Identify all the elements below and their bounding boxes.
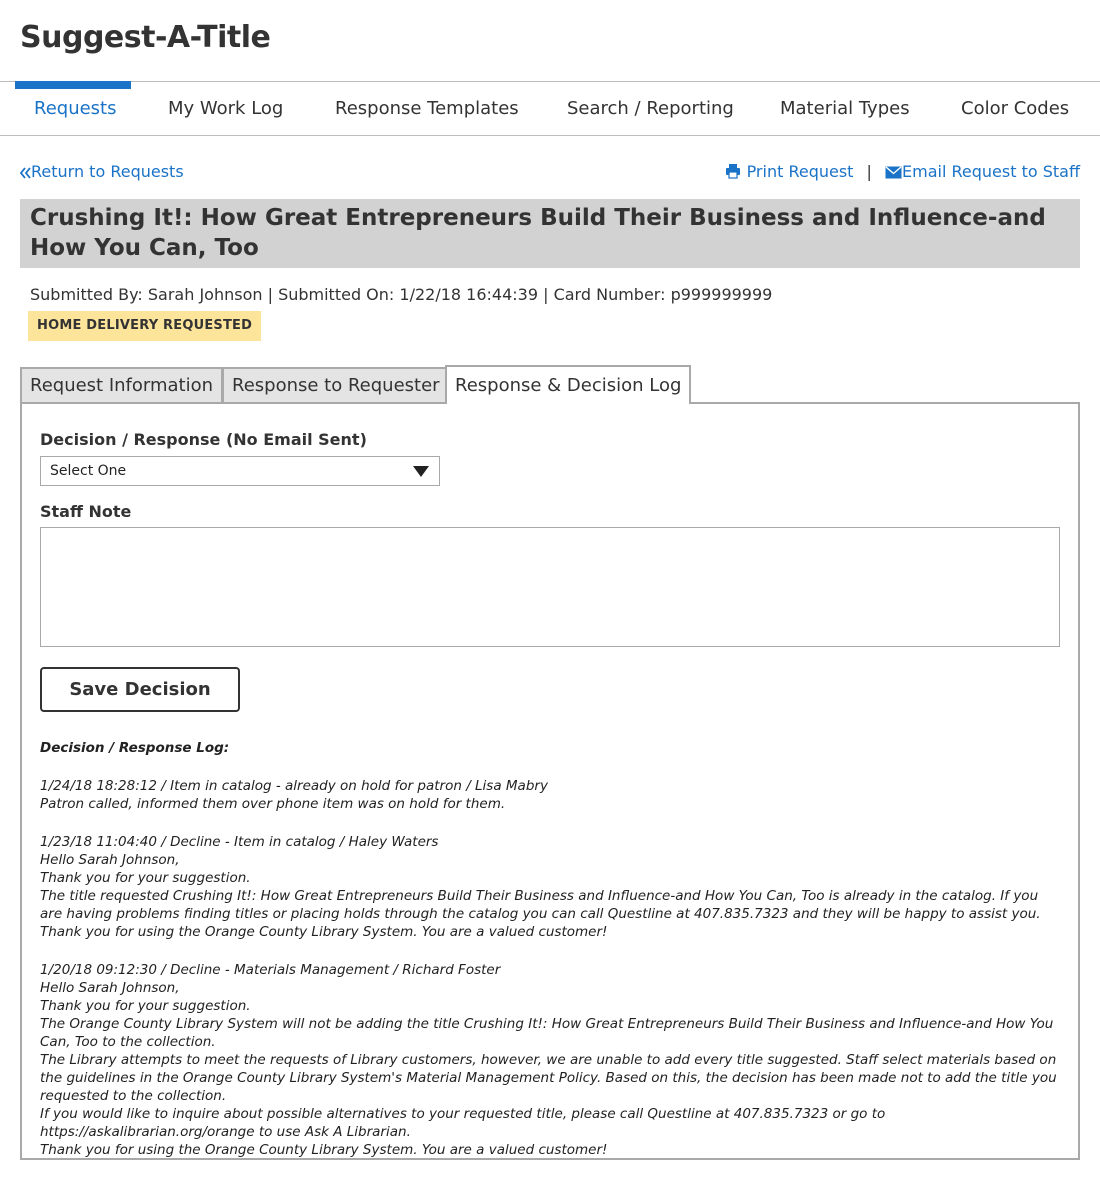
log-entry-line: Thank you for your suggestion.	[40, 870, 251, 886]
log-entry-line: The Orange County Library System will not be adding the title Crushing It!: How Great Entrepreneurs Build Their Business and Influence-and How You Can, Too to the collection.	[40, 1016, 1054, 1050]
log-entry-header: 1/20/18 09:12:30 / Decline - Materials Management / Richard Foster	[40, 962, 501, 978]
print-request-link[interactable]	[725, 162, 858, 181]
log-entry-line: The Library attempts to meet the requests of Library customers, however, we are unable to add every title suggested. Staff select materials based on the guidelines in the Orange County Library System's Material Management Policy. Based on this, the decision has been made not to add the title you requested to the collection.	[40, 1052, 1057, 1104]
request-actions	[725, 162, 1080, 181]
nav-color-codes[interactable]: Color Codes	[961, 98, 1070, 119]
app-title: Suggest-A-Title	[20, 20, 271, 55]
printer-icon	[725, 163, 741, 179]
return-row	[20, 162, 184, 181]
save-decision-button[interactable]: Save Decision	[40, 667, 240, 712]
email-request-link[interactable]	[880, 162, 1080, 181]
double-chevron-left-icon	[20, 167, 31, 179]
home-delivery-badge: HOME DELIVERY REQUESTED	[28, 311, 261, 341]
chevron-down-icon	[413, 466, 429, 477]
main-nav	[0, 81, 1100, 136]
log-entry-line: If you would like to inquire about possible alternatives to your requested title, please call Questline at 407.835.7323 or go to https://askalibrarian.org/orange to use Ask A Librarian.	[40, 1106, 886, 1140]
log-entry-line: The title requested Crushing It!: How Great Entrepreneurs Build Their Business and Influence-and How You Can, Too is already in the catalog. If you are having problems finding titles or placing holds through the catalog you can call Questline at 407.835.7323 and they will be happy to assist you.	[40, 888, 1041, 922]
action-separator: |	[866, 162, 872, 181]
nav-search-reporting[interactable]: Search / Reporting	[567, 98, 734, 119]
log-entry	[40, 833, 1062, 941]
request-meta: Submitted By: Sarah Johnson | Submitted On: 1/22/18 16:44:39 | Card Number: p999999999	[30, 285, 773, 304]
decision-log-panel	[20, 402, 1080, 1160]
nav-material-types[interactable]: Material Types	[780, 98, 910, 119]
decision-select[interactable]	[40, 456, 440, 486]
tab-response-to-requester[interactable]: Response to Requester	[222, 367, 450, 402]
return-to-requests-label: Return to Requests	[31, 162, 184, 181]
log-entry-line: Thank you for using the Orange County Library System. You are a valued customer!	[40, 924, 608, 940]
tab-request-information[interactable]: Request Information	[20, 367, 223, 402]
staff-note-label: Staff Note	[40, 502, 132, 521]
decision-select-value: Select One	[50, 463, 127, 479]
log-entry-line: Thank you for using the Orange County Library System. You are a valued customer!	[40, 1142, 608, 1158]
nav-requests[interactable]: Requests	[34, 98, 117, 119]
log-entry-line: Patron called, informed them over phone item was on hold for them.	[40, 796, 506, 812]
log-entry-line: Thank you for your suggestion.	[40, 998, 251, 1014]
request-title: Crushing It!: How Great Entrepreneurs Build Their Business and Influence-and How You Can, Too	[20, 199, 1080, 268]
staff-note-textarea[interactable]	[40, 527, 1060, 647]
log-entry-header: 1/24/18 18:28:12 / Item in catalog - already on hold for patron / Lisa Mabry	[40, 778, 548, 794]
decision-label: Decision / Response (No Email Sent)	[40, 430, 367, 449]
nav-response-templates[interactable]: Response Templates	[335, 98, 519, 119]
envelope-icon	[885, 166, 902, 179]
log-entry-header: 1/23/18 11:04:40 / Decline - Item in catalog / Haley Waters	[40, 834, 439, 850]
log-entry	[40, 777, 1062, 813]
log-entry-line: Hello Sarah Johnson,	[40, 852, 180, 868]
log-entry	[40, 961, 1062, 1159]
email-request-label: Email Request to Staff	[902, 162, 1080, 181]
return-to-requests-link[interactable]	[20, 162, 184, 181]
tab-response-decision-log[interactable]: Response & Decision Log	[445, 365, 691, 404]
decision-log	[40, 739, 1062, 1159]
decision-log-heading: Decision / Response Log:	[40, 740, 230, 756]
print-request-label: Print Request	[746, 162, 854, 181]
log-entry-line: Hello Sarah Johnson,	[40, 980, 180, 996]
nav-my-work-log[interactable]: My Work Log	[168, 98, 284, 119]
